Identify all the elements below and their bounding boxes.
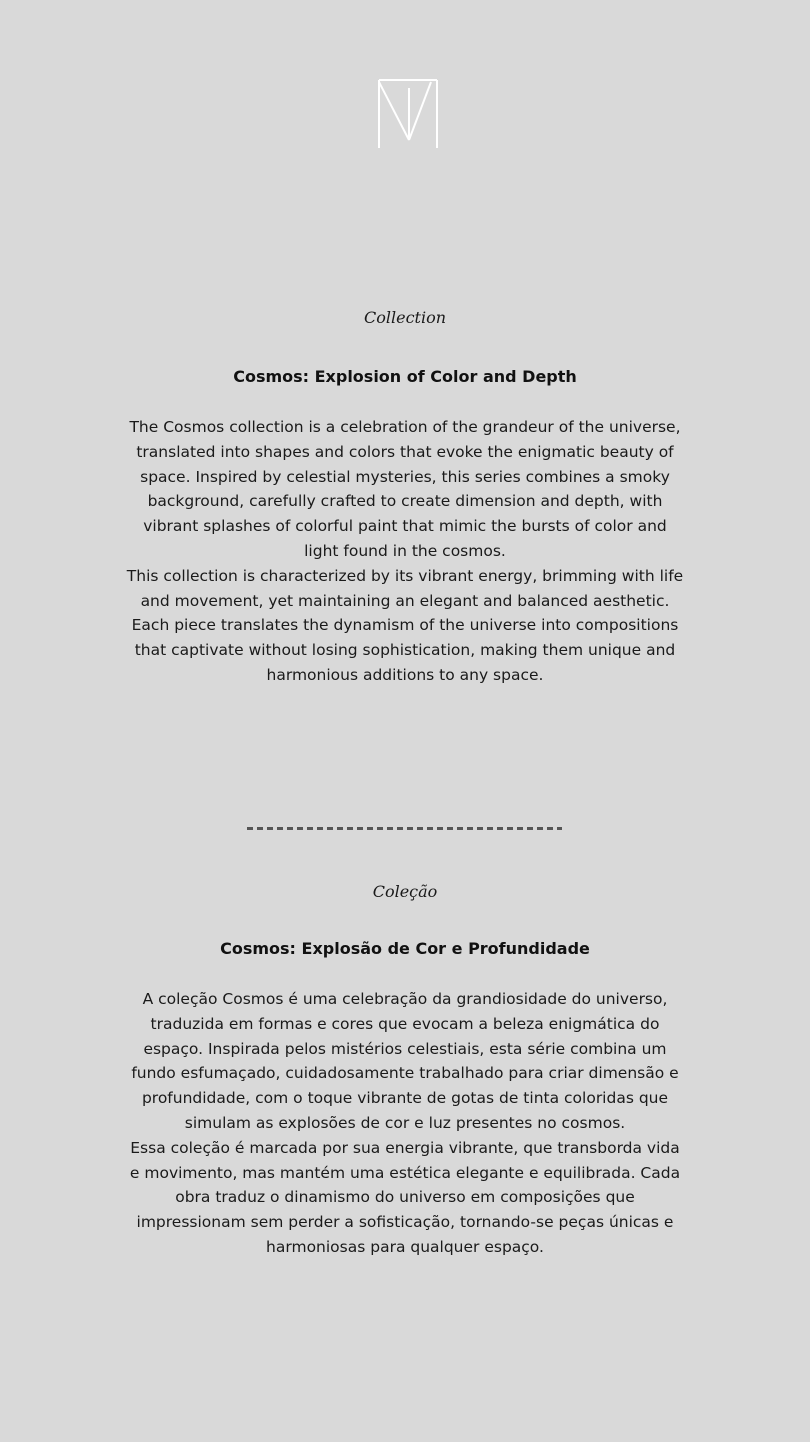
portuguese-title: Cosmos: Explosão de Cor e Profundidade (220, 939, 590, 958)
portuguese-section (0, 882, 810, 1260)
english-paragraph-2: This collection is characterized by its vibrant energy, brimming with life and movement, yet maintaining an elegant and balanced aesthetic. Each piece translates the dynamism of the universe into compositions that captivate without losing sophistication, making them unique and harmonious additions to any space. (126, 566, 684, 684)
portuguese-paragraph-1: A coleção Cosmos é uma celebração da grandiosidade do universo, traduzida em formas e cores que evocam a beleza enigmática do espaço. Inspirada pelos mistérios celestiais, esta série combina um fundo esfumaçado, cuidadosamente trabalhado para criar dimensão e profundidade, com o toque vibrante de gotas de tinta coloridas que simulam as explosões de cor e luz presentes no cosmos. (131, 990, 679, 1132)
portuguese-paragraph-2: Essa coleção é marcada por sua energia vibrante, que transborda vida e movimento, mas mantém uma estética elegante e equilibrada. Cada obra traduz o dinamismo do universo em composições que impressionam sem perder a sofisticação, tornando-se peças únicas e harmoniosas para qualquer espaço. (129, 1138, 681, 1256)
portuguese-eyebrow: Coleção (372, 882, 438, 901)
english-title: Cosmos: Explosion of Color and Depth (233, 367, 577, 386)
english-section (0, 308, 810, 688)
section-divider (247, 827, 562, 830)
english-description (125, 415, 685, 688)
monogram-logo-icon (376, 78, 440, 150)
portuguese-description (125, 987, 685, 1260)
english-paragraph-1: The Cosmos collection is a celebration of the grandeur of the universe, translated into shapes and colors that evoke the enigmatic beauty of space. Inspired by celestial mysteries, this series combines a smoky background, carefully crafted to create dimension and depth, with vibrant splashes of colorful paint that mimic the bursts of color and light found in the cosmos. (129, 418, 681, 560)
english-eyebrow: Collection (363, 308, 447, 327)
